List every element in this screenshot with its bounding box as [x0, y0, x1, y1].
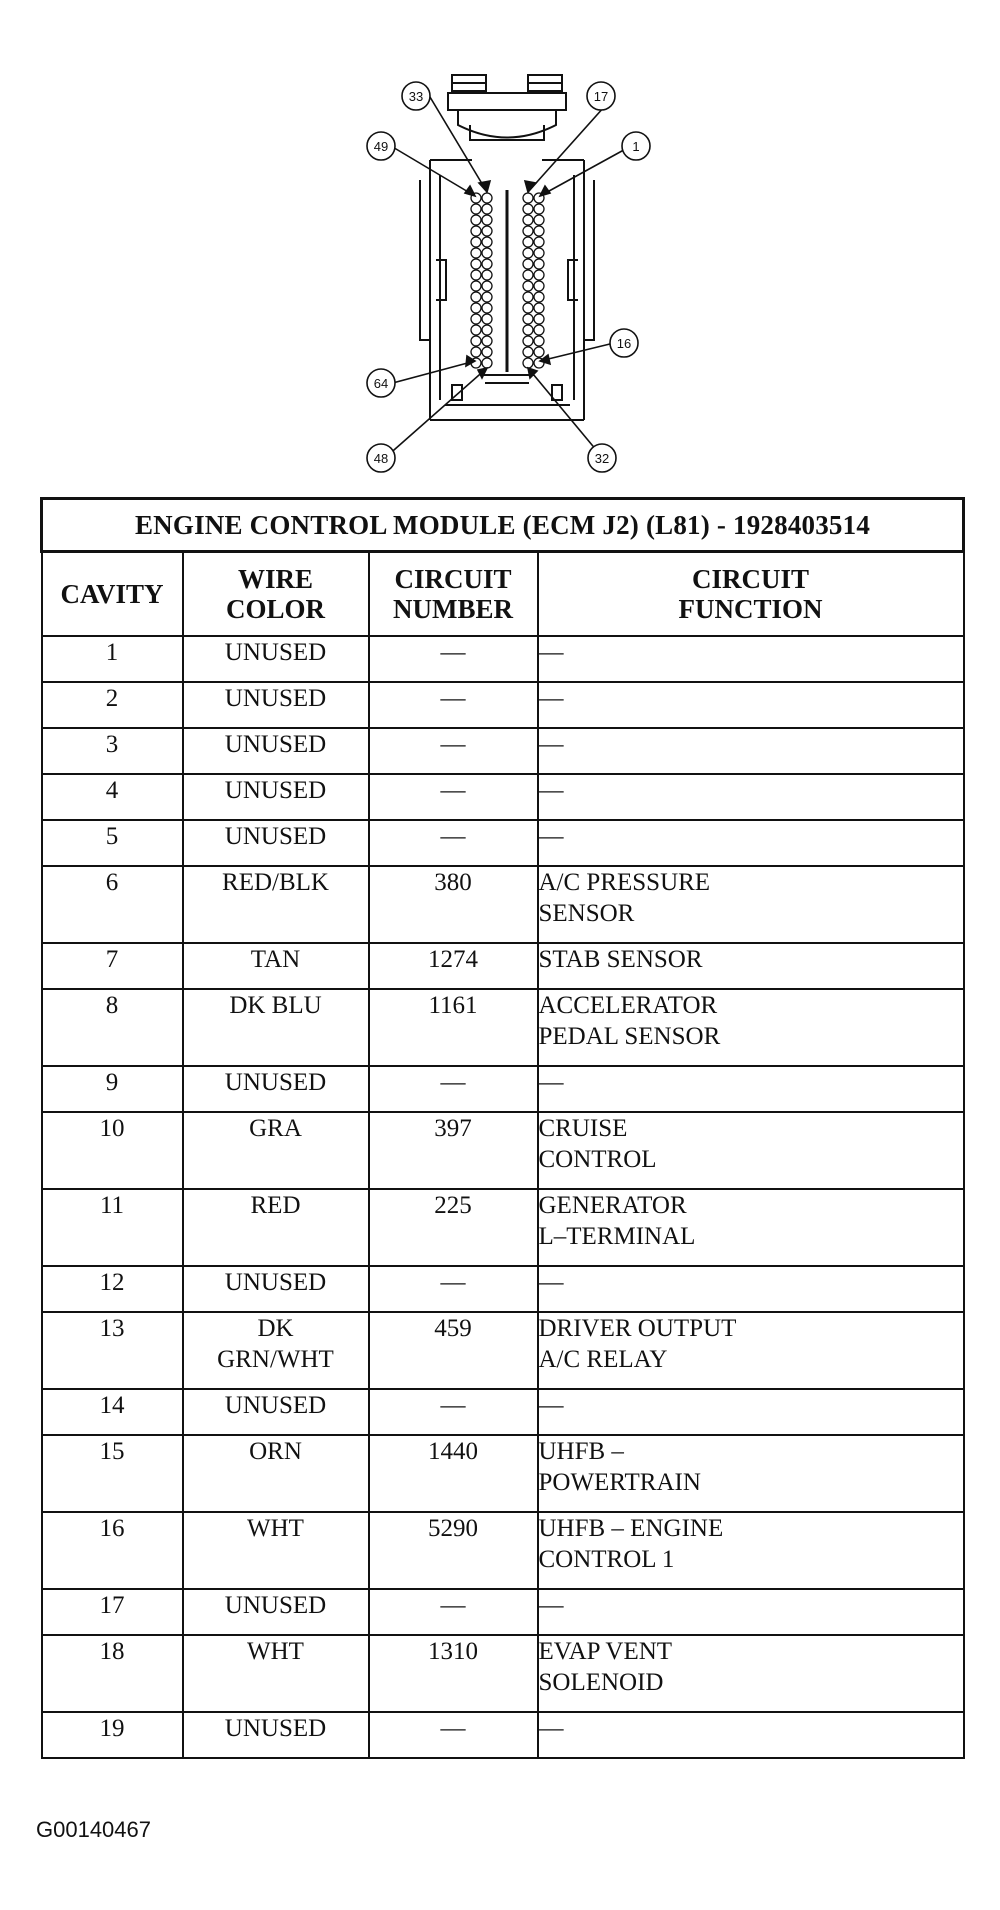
table-row — [42, 636, 964, 682]
table-row — [42, 820, 964, 866]
circuit-number-cell: 5290 — [369, 1512, 538, 1589]
connector-pin — [534, 237, 544, 247]
table-row — [42, 1066, 964, 1112]
table-row — [42, 866, 964, 943]
connector-pin — [471, 215, 481, 225]
cavity-cell: 16 — [42, 1512, 183, 1589]
connector-pin — [523, 270, 533, 280]
circuit-function-cell: — — [538, 636, 964, 682]
cavity-cell: 12 — [42, 1266, 183, 1312]
connector-pin — [523, 259, 533, 269]
wire-color-cell: UNUSED — [183, 1589, 369, 1635]
connector-pin — [534, 303, 544, 313]
wire-color-cell: UNUSED — [183, 1389, 369, 1435]
cavity-cell: 10 — [42, 1112, 183, 1189]
circuit-number-cell: 380 — [369, 866, 538, 943]
circuit-function-cell: — — [538, 820, 964, 866]
connector-pin — [482, 270, 492, 280]
circuit-function-cell: EVAP VENT SOLENOID — [538, 1635, 964, 1712]
table-row — [42, 943, 964, 989]
header-wire-color: WIRE COLOR — [183, 552, 369, 637]
circuit-function-cell: GENERATOR L–TERMINAL — [538, 1189, 964, 1266]
connector-pin — [534, 248, 544, 258]
cavity-cell: 6 — [42, 866, 183, 943]
svg-text:33: 33 — [408, 89, 424, 104]
connector-pin — [523, 325, 533, 335]
cavity-cell: 15 — [42, 1435, 183, 1512]
circuit-function-cell: — — [538, 1389, 964, 1435]
svg-text:48: 48 — [373, 451, 389, 466]
connector-pin — [482, 292, 492, 302]
connector-pin — [534, 204, 544, 214]
connector-pin — [534, 226, 544, 236]
circuit-number-cell: — — [369, 1589, 538, 1635]
connector-pin — [534, 259, 544, 269]
circuit-number-cell: 397 — [369, 1112, 538, 1189]
cavity-cell: 5 — [42, 820, 183, 866]
connector-pin — [523, 237, 533, 247]
connector-pin — [482, 281, 492, 291]
cavity-cell: 17 — [42, 1589, 183, 1635]
table-row — [42, 1189, 964, 1266]
wire-color-cell: UNUSED — [183, 820, 369, 866]
circuit-function-cell: — — [538, 1266, 964, 1312]
connector-pin — [482, 259, 492, 269]
connector-pin — [534, 325, 544, 335]
table-row — [42, 1589, 964, 1635]
connector-pin — [471, 281, 481, 291]
circuit-function-cell: STAB SENSOR — [538, 943, 964, 989]
circuit-function-cell: — — [538, 774, 964, 820]
table-row — [42, 989, 964, 1066]
wire-color-cell: RED/BLK — [183, 866, 369, 943]
header-circuit-function: CIRCUIT FUNCTION — [538, 552, 964, 637]
connector-pin — [471, 336, 481, 346]
table-row — [42, 1512, 964, 1589]
pin-label-48 — [367, 444, 395, 472]
connector-pin — [482, 336, 492, 346]
table-title: ENGINE CONTROL MODULE (ECM J2) (L81) - 1928403514 — [42, 499, 964, 552]
wire-color-cell: DK GRN/WHT — [183, 1312, 369, 1389]
connector-pin — [523, 292, 533, 302]
connector-pin — [482, 215, 492, 225]
connector-pin — [482, 325, 492, 335]
figure-id: G00140467 — [36, 1817, 151, 1842]
connector-pin — [523, 281, 533, 291]
circuit-number-cell: 225 — [369, 1189, 538, 1266]
connector-pin — [471, 204, 481, 214]
circuit-function-cell: CRUISE CONTROL — [538, 1112, 964, 1189]
circuit-function-cell: — — [538, 728, 964, 774]
connector-pin — [534, 314, 544, 324]
connector-pin — [523, 303, 533, 313]
svg-text:32: 32 — [594, 451, 610, 466]
wire-color-cell: UNUSED — [183, 1712, 369, 1758]
circuit-number-cell: 1310 — [369, 1635, 538, 1712]
circuit-number-cell: 1161 — [369, 989, 538, 1066]
connector-pin — [471, 303, 481, 313]
connector-pin — [534, 215, 544, 225]
circuit-function-cell: UHFB – POWERTRAIN — [538, 1435, 964, 1512]
connector-pin — [482, 193, 492, 203]
circuit-function-cell: UHFB – ENGINE CONTROL 1 — [538, 1512, 964, 1589]
wire-color-cell: WHT — [183, 1635, 369, 1712]
wire-color-cell: UNUSED — [183, 682, 369, 728]
wire-color-cell: WHT — [183, 1512, 369, 1589]
table-row — [42, 1712, 964, 1758]
table-row — [42, 1389, 964, 1435]
pin-label-16 — [610, 329, 638, 357]
cavity-cell: 4 — [42, 774, 183, 820]
pin-label-64 — [367, 369, 395, 397]
cavity-cell: 11 — [42, 1189, 183, 1266]
circuit-number-cell: 1440 — [369, 1435, 538, 1512]
circuit-number-cell: — — [369, 682, 538, 728]
circuit-number-cell: — — [369, 1066, 538, 1112]
cavity-cell: 2 — [42, 682, 183, 728]
connector-pin — [471, 259, 481, 269]
cavity-cell: 18 — [42, 1635, 183, 1712]
connector-pin — [482, 204, 492, 214]
connector-pin — [482, 226, 492, 236]
cavity-cell: 7 — [42, 943, 183, 989]
table-row — [42, 728, 964, 774]
wire-color-cell: UNUSED — [183, 774, 369, 820]
connector-pin — [534, 292, 544, 302]
wire-color-cell: UNUSED — [183, 1066, 369, 1112]
circuit-function-cell: DRIVER OUTPUT A/C RELAY — [538, 1312, 964, 1389]
circuit-number-cell: — — [369, 636, 538, 682]
wire-color-cell: UNUSED — [183, 636, 369, 682]
circuit-number-cell: — — [369, 728, 538, 774]
pin-table — [40, 497, 965, 1759]
connector-pin — [523, 226, 533, 236]
header-cavity: CAVITY — [42, 552, 183, 637]
header-circuit-number: CIRCUIT NUMBER — [369, 552, 538, 637]
connector-pin — [534, 270, 544, 280]
circuit-function-cell: ACCELERATOR PEDAL SENSOR — [538, 989, 964, 1066]
connector-pin — [534, 281, 544, 291]
connector-pin — [523, 193, 533, 203]
connector-pin — [523, 358, 533, 368]
table-row — [42, 1266, 964, 1312]
wire-color-cell: UNUSED — [183, 728, 369, 774]
circuit-number-cell: 1274 — [369, 943, 538, 989]
connector-pin — [534, 347, 544, 357]
cavity-cell: 14 — [42, 1389, 183, 1435]
connector-pin — [482, 347, 492, 357]
circuit-number-cell: — — [369, 1712, 538, 1758]
circuit-function-cell: — — [538, 1066, 964, 1112]
svg-text:16: 16 — [616, 336, 632, 351]
connector-pin — [471, 226, 481, 236]
circuit-function-cell: A/C PRESSURE SENSOR — [538, 866, 964, 943]
circuit-number-cell: — — [369, 820, 538, 866]
wire-color-cell: RED — [183, 1189, 369, 1266]
circuit-number-cell: 459 — [369, 1312, 538, 1389]
svg-text:49: 49 — [373, 139, 389, 154]
circuit-number-cell: — — [369, 774, 538, 820]
connector-pin — [523, 204, 533, 214]
pin-label-49 — [367, 132, 395, 160]
connector-pin — [523, 248, 533, 258]
cavity-cell: 19 — [42, 1712, 183, 1758]
circuit-number-cell: — — [369, 1389, 538, 1435]
cavity-cell: 13 — [42, 1312, 183, 1389]
wire-color-cell: ORN — [183, 1435, 369, 1512]
wire-color-cell: TAN — [183, 943, 369, 989]
connector-pin — [482, 314, 492, 324]
table-row — [42, 1112, 964, 1189]
connector-pin — [523, 314, 533, 324]
connector-pin — [523, 347, 533, 357]
circuit-number-cell: — — [369, 1266, 538, 1312]
cavity-cell: 1 — [42, 636, 183, 682]
table-row — [42, 1435, 964, 1512]
table-row — [42, 682, 964, 728]
pin-label-32 — [588, 444, 616, 472]
connector-pin — [471, 237, 481, 247]
circuit-function-cell: — — [538, 1589, 964, 1635]
connector-pin — [471, 270, 481, 280]
svg-text:17: 17 — [593, 89, 609, 104]
wire-color-cell: GRA — [183, 1112, 369, 1189]
circuit-function-cell: — — [538, 1712, 964, 1758]
connector-pin — [482, 303, 492, 313]
pin-label-33 — [402, 82, 430, 110]
wire-color-cell: DK BLU — [183, 989, 369, 1066]
pin-label-17 — [587, 82, 615, 110]
connector-pin — [471, 314, 481, 324]
cavity-cell: 3 — [42, 728, 183, 774]
table-row — [42, 1312, 964, 1389]
table-row — [42, 1635, 964, 1712]
svg-text:1: 1 — [632, 139, 640, 154]
connector-diagram — [0, 0, 1000, 490]
table-row — [42, 774, 964, 820]
circuit-function-cell: — — [538, 682, 964, 728]
svg-text:64: 64 — [373, 376, 389, 391]
connector-pin — [523, 215, 533, 225]
wire-color-cell: UNUSED — [183, 1266, 369, 1312]
pin-label-1 — [622, 132, 650, 160]
connector-pin — [534, 336, 544, 346]
cavity-cell: 9 — [42, 1066, 183, 1112]
connector-pin — [471, 292, 481, 302]
connector-pin — [471, 347, 481, 357]
connector-pin — [471, 325, 481, 335]
connector-pin — [523, 336, 533, 346]
connector-pin — [482, 248, 492, 258]
connector-pin — [471, 248, 481, 258]
connector-pin — [482, 237, 492, 247]
cavity-cell: 8 — [42, 989, 183, 1066]
connector-pin — [482, 358, 492, 368]
